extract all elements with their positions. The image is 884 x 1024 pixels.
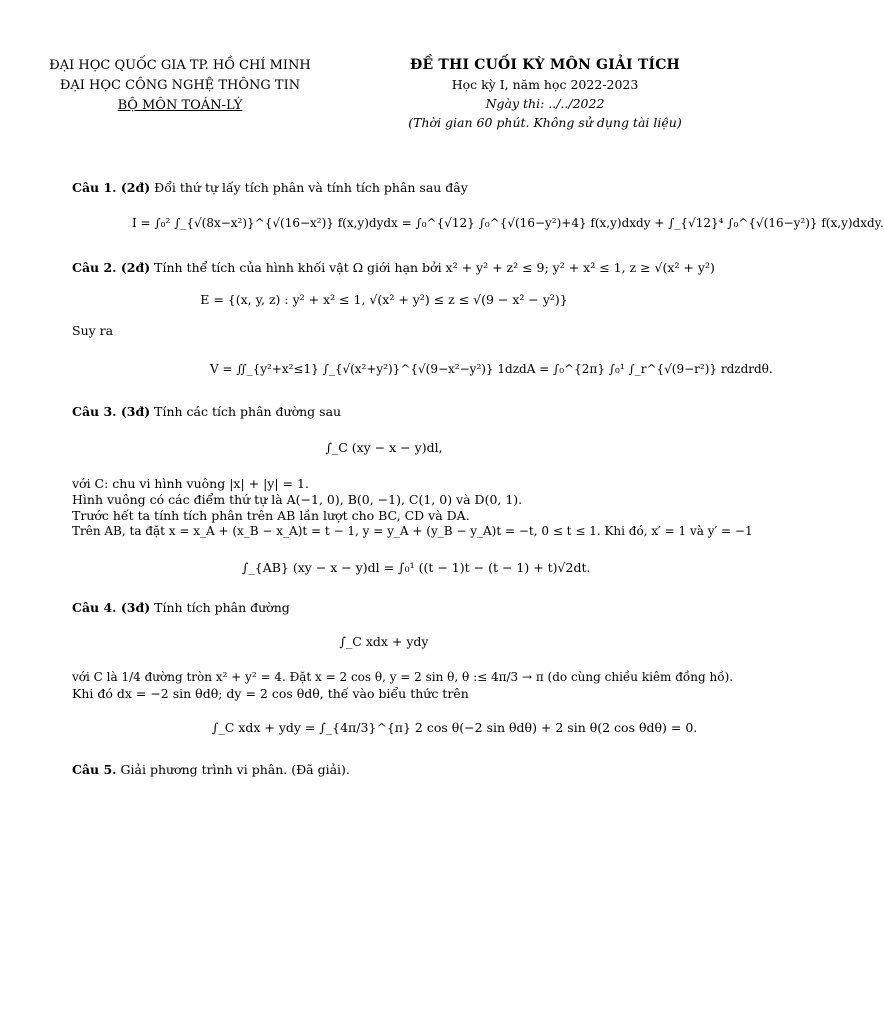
question-3-line-3: Trước hết ta tính tích phân trên AB lần lượt cho BC, CD và DA. bbox=[72, 508, 470, 523]
department-name: BỘ MÔN TOÁN-LÝ bbox=[117, 98, 243, 113]
question-4-label: Câu 4. (3đ) bbox=[72, 600, 151, 615]
question-2-suyra: Suy ra bbox=[72, 323, 114, 338]
question-2-label: Câu 2. (2đ) bbox=[72, 260, 151, 275]
question-2-text: Tính thể tích của hình khối vật Ω giới hạn bởi x² + y² + z² ≤ 9; y² + x² ≤ 1, z ≥ √(x² + y²) bbox=[154, 260, 715, 275]
question-1-formula: I = ∫₀² ∫_{√(8x−x²)}^{√(16−x²)} f(x,y)dydx = ∫₀^{√12} ∫₀^{√(16−y²)+4} f(x,y)dxdy + ∫_{√12}⁴ ∫₀^{√(16−y²)} f(x,y)dxdy. bbox=[132, 216, 884, 230]
question-5 bbox=[72, 762, 350, 778]
question-3-text: Tính các tích phân đường sau bbox=[154, 404, 342, 419]
question-3-formula: ∫_{AB} (xy − x − y)dl = ∫₀¹ ((t − 1)t − (t − 1) + t)√2dt. bbox=[242, 560, 591, 575]
question-3-line-4: Trên AB, ta đặt x = x_A + (x_B − x_A)t = t − 1, y = y_A + (y_B − y_A)t = −t, 0 ≤ t ≤ 1. Khi đó, x′ = 1 và y′ = −1 bbox=[72, 524, 753, 538]
exam-header bbox=[380, 56, 710, 132]
question-5-label: Câu 5. bbox=[72, 762, 117, 777]
question-4-integral: ∫_C xdx + ydy bbox=[339, 634, 429, 649]
exam-date: Ngày thi: ../../2022 bbox=[485, 96, 605, 111]
question-5-text: Giải phương trình vi phân. (Đã giải). bbox=[120, 762, 350, 777]
university-name: ĐẠI HỌC QUỐC GIA TP. HỒ CHÍ MINH bbox=[49, 58, 311, 73]
exam-semester: Học kỳ I, năm học 2022-2023 bbox=[451, 77, 639, 92]
question-4-formula: ∫_C xdx + ydy = ∫_{4π/3}^{π} 2 cos θ(−2 sin θdθ) + 2 sin θ(2 cos θdθ) = 0. bbox=[212, 720, 698, 735]
question-4-text: Tính tích phân đường bbox=[154, 600, 290, 615]
question-1 bbox=[72, 180, 468, 196]
exam-note: (Thời gian 60 phút. Không sử dụng tài liệu) bbox=[408, 115, 682, 130]
question-3-label: Câu 3. (3đ) bbox=[72, 404, 151, 419]
question-4-line-2: Khi đó dx = −2 sin θdθ; dy = 2 cos θdθ, thế vào biểu thức trên bbox=[72, 686, 469, 701]
question-2-set: E = {(x, y, z) : y² + x² ≤ 1, √(x² + y²) ≤ z ≤ √(9 − x² − y²)} bbox=[200, 292, 568, 307]
question-3-line-1: với C: chu vi hình vuông |x| + |y| = 1. bbox=[72, 476, 309, 491]
faculty-name: ĐẠI HỌC CÔNG NGHỆ THÔNG TIN bbox=[59, 78, 301, 93]
question-3 bbox=[72, 404, 341, 420]
question-2-volume: V = ∬_{y²+x²≤1} ∫_{√(x²+y²)}^{√(9−x²−y²)} 1dzdA = ∫₀^{2π} ∫₀¹ ∫_r^{√(9−r²)} rdzdrdθ. bbox=[210, 362, 773, 376]
exam-title: ĐỀ THI CUỐI KỲ MÔN GIẢI TÍCH bbox=[410, 57, 680, 73]
question-4-line-1: với C là 1/4 đường tròn x² + y² = 4. Đặt x = 2 cos θ, y = 2 sin θ, θ :≤ 4π/3 → π (do cùng chiều kiêm đồng hồ). bbox=[72, 670, 734, 684]
question-4 bbox=[72, 600, 290, 616]
question-3-line-2: Hình vuông có các điểm thứ tự là A(−1, 0), B(0, −1), C(1, 0) và D(0, 1). bbox=[72, 492, 523, 507]
question-1-text: Đổi thứ tự lấy tích phân và tính tích phân sau đây bbox=[154, 180, 468, 195]
question-3-integral: ∫_C (xy − x − y)dl, bbox=[325, 440, 443, 455]
institution-header bbox=[40, 56, 320, 116]
question-1-label: Câu 1. (2đ) bbox=[72, 180, 151, 195]
question-2 bbox=[72, 260, 715, 276]
